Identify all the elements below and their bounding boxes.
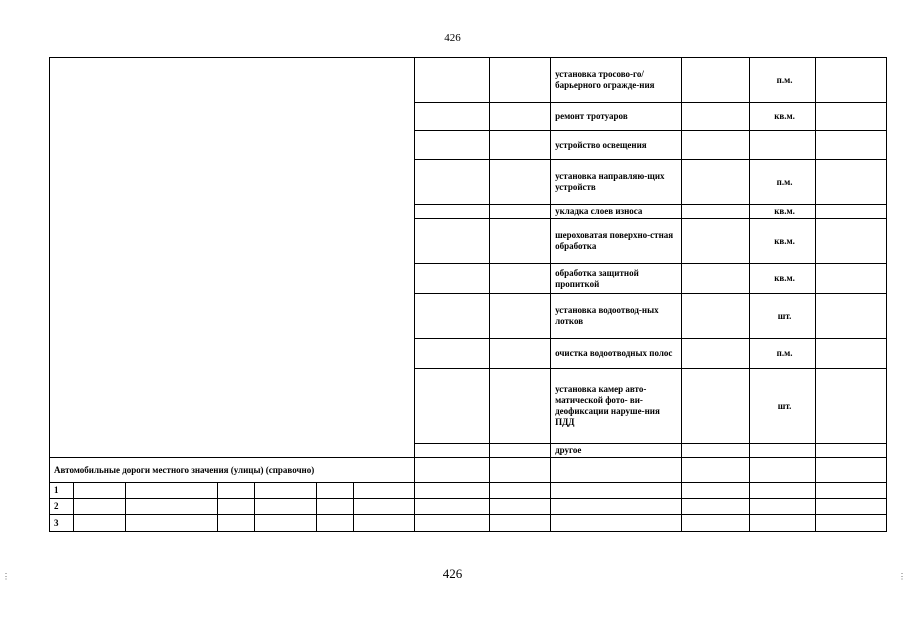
- work-unit: п.м.: [750, 58, 816, 103]
- edge-mark-left: ⋮: [2, 572, 10, 581]
- work-name: установка направляю-щих устройств: [551, 160, 682, 205]
- work-unit: кв.м.: [750, 205, 816, 219]
- work-unit: [750, 444, 816, 458]
- work-unit: кв.м.: [750, 219, 816, 264]
- work-unit: п.м.: [750, 160, 816, 205]
- work-unit: кв.м.: [750, 103, 816, 131]
- work-name: другое: [551, 444, 682, 458]
- work-name: обработка защитной пропиткой: [551, 264, 682, 294]
- work-name: укладка слоев износа: [551, 205, 682, 219]
- work-unit: шт.: [750, 369, 816, 444]
- work-name: установка тросово-го/барьерного огражде-ния: [551, 58, 682, 103]
- work-unit: кв.м.: [750, 264, 816, 294]
- row-number: 2: [50, 499, 74, 515]
- table-row: [50, 483, 887, 499]
- row-number: 3: [50, 515, 74, 532]
- work-name: установка камер авто-матической фото- ви-деофиксации наруше-ния ПДД: [551, 369, 682, 444]
- blank-area: [50, 58, 415, 458]
- table-row: [50, 499, 887, 515]
- section-row: [50, 458, 887, 483]
- work-row: [50, 58, 887, 103]
- page-number-bottom: 426: [442, 566, 463, 581]
- work-unit: шт.: [750, 294, 816, 339]
- row-number: 1: [50, 483, 74, 499]
- work-name: ремонт тротуаров: [551, 103, 682, 131]
- work-name: установка водоотвод-ных лотков: [551, 294, 682, 339]
- edge-mark-right: ⋮: [898, 572, 906, 581]
- section-title: Автомобильные дороги местного значения (улицы) (справочно): [50, 458, 415, 483]
- work-unit: п.м.: [750, 339, 816, 369]
- page-number-top: 426: [444, 32, 461, 44]
- work-name: очистка водоотводных полос: [551, 339, 682, 369]
- work-name: шероховатая поверхно-стная обработка: [551, 219, 682, 264]
- form-table: [49, 57, 887, 532]
- work-unit: [750, 131, 816, 160]
- table-row: [50, 515, 887, 532]
- work-name: устройство освещения: [551, 131, 682, 160]
